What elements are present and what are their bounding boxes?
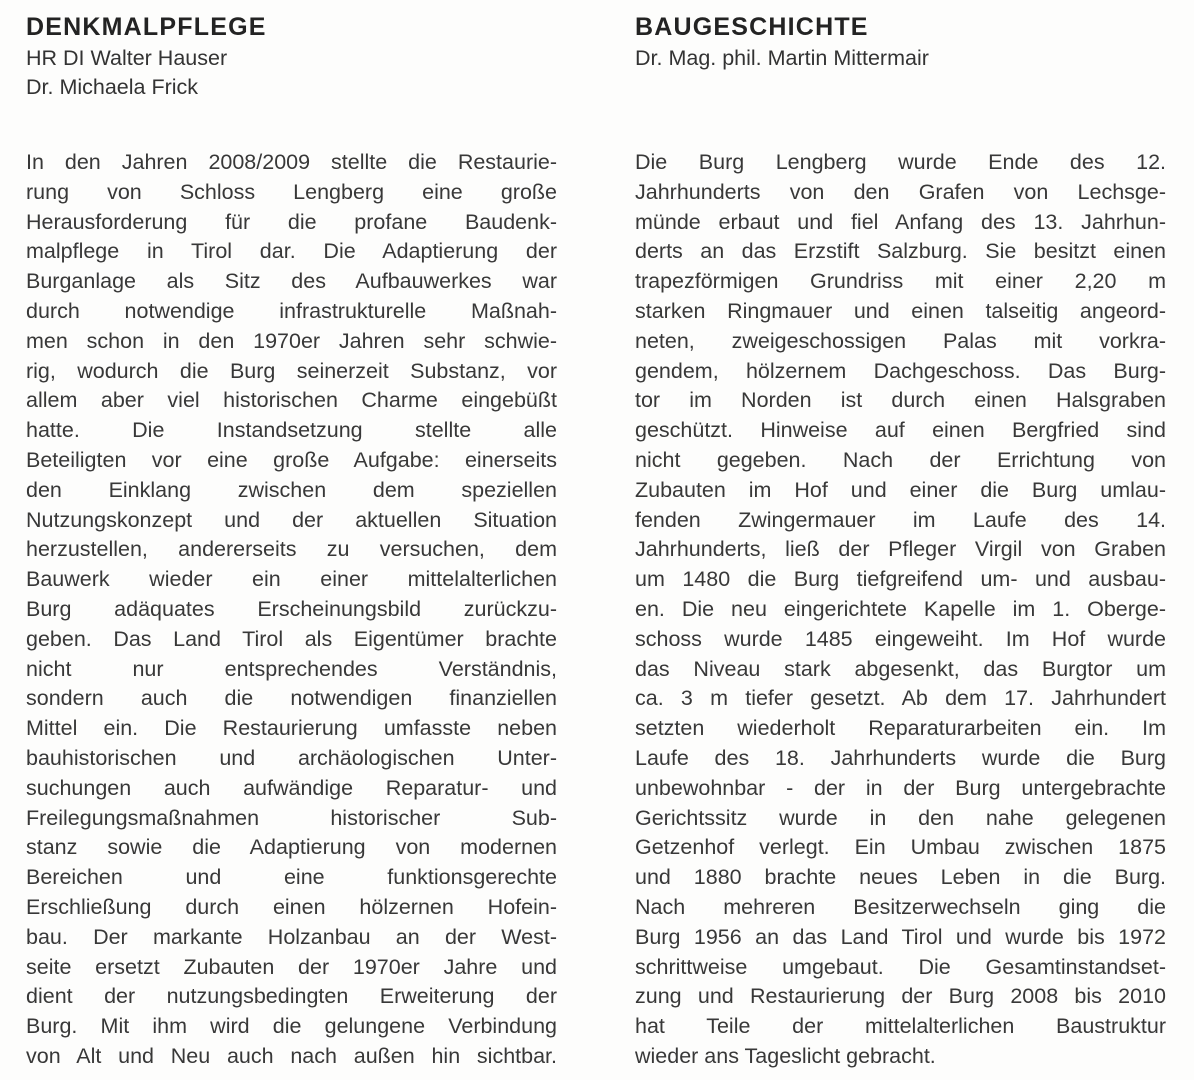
body-text <box>635 148 1166 1080</box>
author-line: Dr. Mag. phil. Martin Mittermair <box>635 46 929 70</box>
body-line: suchungen auch aufwändige Reparatur- und <box>26 775 557 800</box>
body-line: wieder ans Tageslicht gebracht. <box>635 1043 936 1068</box>
body-line: men schon in den 1970er Jahren sehr schwie- <box>26 328 557 353</box>
body-line: Getzenhof verlegt. Ein Umbau zwischen 1875 <box>635 835 1166 860</box>
body-line: setzten wiederholt Reparaturarbeiten ein. Im <box>635 716 1166 741</box>
body-line: geschützt. Hinweise auf einen Bergfried sind <box>635 418 1166 443</box>
article-column-denkmalpflege <box>26 12 557 1080</box>
body-line: Gerichtssitz wurde in den nahe gelegenen <box>635 805 1166 830</box>
body-line: Mittel ein. Die Restaurierung umfasste neben <box>26 716 557 741</box>
body-line: münde erbaut und fiel Anfang des 13. Jahrhun- <box>635 209 1166 234</box>
body-line: trapezförmigen Grundriss mit einer 2,20 m <box>635 269 1166 294</box>
body-line: tor im Norden ist durch einen Halsgraben <box>635 388 1166 413</box>
body-line: das Niveau stark abgesenkt, das Burgtor um <box>635 656 1166 681</box>
body-line: von Alt und Neu auch nach außen hin sichtbar. <box>26 1043 557 1068</box>
body-line: Laufe des 18. Jahrhunderts wurde die Burg <box>635 745 1166 770</box>
body-line: hat Teile der mittelalterlichen Baustruktur <box>635 1014 1166 1039</box>
body-line: nicht gegeben. Nach der Errichtung von <box>635 447 1166 472</box>
body-line: allem aber viel historischen Charme eingebüßt <box>26 388 557 413</box>
body-line: Burg adäquates Erscheinungsbild zurückzu- <box>26 596 557 621</box>
body-line: en. Die neu eingerichtete Kapelle im 1. Oberge- <box>635 596 1166 621</box>
column-header <box>635 12 1166 148</box>
body-line: den Einklang zwischen dem speziellen <box>26 477 557 502</box>
body-line: Burg 1956 an das Land Tirol und wurde bis 1972 <box>635 924 1166 949</box>
body-line: nicht nur entsprechendes Verständnis, <box>26 656 557 681</box>
body-line: rung von Schloss Lengberg eine große <box>26 179 557 204</box>
body-line: Beteiligten vor eine große Aufgabe: einerseits <box>26 447 557 472</box>
body-line: durch notwendige infrastrukturelle Maßnah- <box>26 298 557 323</box>
body-text <box>26 148 557 1080</box>
body-line: Jahrhunderts, ließ der Pfleger Virgil von Graben <box>635 537 1166 562</box>
body-line: Die Burg Lengberg wurde Ende des 12. <box>635 150 1166 174</box>
body-line: bau. Der markante Holzanbau an der West- <box>26 924 557 949</box>
body-line: Jahrhunderts von den Grafen von Lechsge- <box>635 179 1166 204</box>
author-block <box>26 44 557 102</box>
body-line: Bauwerk wieder ein einer mittelalterlichen <box>26 567 557 592</box>
body-line: Herausforderung für die profane Baudenk- <box>26 209 557 234</box>
body-line: schoss wurde 1485 eingeweiht. Im Hof wurde <box>635 626 1166 651</box>
body-line: derts an das Erzstift Salzburg. Sie besitzt einen <box>635 239 1166 264</box>
body-line: Burg. Mit ihm wird die gelungene Verbindung <box>26 1014 557 1039</box>
body-line: malpflege in Tirol dar. Die Adaptierung der <box>26 239 557 264</box>
body-line: stanz sowie die Adaptierung von modernen <box>26 835 557 860</box>
body-line: Nutzungskonzept und der aktuellen Situation <box>26 507 557 532</box>
body-line: dient der nutzungsbedingten Erweiterung der <box>26 984 557 1009</box>
body-line: seite ersetzt Zubauten der 1970er Jahre und <box>26 954 557 979</box>
body-line: herzustellen, andererseits zu versuchen, dem <box>26 537 557 562</box>
body-line: In den Jahren 2008/2009 stellte die Restaurie- <box>26 150 557 174</box>
author-block <box>635 44 1166 73</box>
author-line: HR DI Walter Hauser <box>26 46 228 70</box>
body-line: ca. 3 m tiefer gesetzt. Ab dem 17. Jahrhundert <box>635 686 1166 711</box>
body-line: zung und Restaurierung der Burg 2008 bis 2010 <box>635 984 1166 1009</box>
body-line: um 1480 die Burg tiefgreifend um- und ausbau- <box>635 567 1166 592</box>
body-line: bauhistorischen und archäologischen Unter- <box>26 745 557 770</box>
body-line: unbewohnbar - der in der Burg untergebrachte <box>635 775 1166 800</box>
body-line: hatte. Die Instandsetzung stellte alle <box>26 418 557 443</box>
article-column-baugeschichte <box>635 12 1166 1080</box>
body-line: schrittweise umgebaut. Die Gesamtinstandset- <box>635 954 1166 979</box>
body-line: Bereichen und eine funktionsgerechte <box>26 865 557 890</box>
section-heading: DENKMALPFLEGE <box>26 13 267 41</box>
body-line: Zubauten im Hof und einer die Burg umlau- <box>635 477 1166 502</box>
section-heading: BAUGESCHICHTE <box>635 13 869 41</box>
body-line: sondern auch die notwendigen finanziellen <box>26 686 557 711</box>
body-line: starken Ringmauer und einen talseitig angeord- <box>635 298 1166 323</box>
body-line: Erschließung durch einen hölzernen Hofein- <box>26 894 557 919</box>
body-line: Nach mehreren Besitzerwechseln ging die <box>635 894 1166 919</box>
body-line: neten, zweigeschossigen Palas mit vorkra- <box>635 328 1166 353</box>
column-header <box>26 12 557 148</box>
body-line: Burganlage als Sitz des Aufbauwerkes war <box>26 269 557 294</box>
body-line: und 1880 brachte neues Leben in die Burg. <box>635 865 1166 890</box>
body-line: Freilegungsmaßnahmen historischer Sub- <box>26 805 557 830</box>
body-line: rig, wodurch die Burg seinerzeit Substanz, vor <box>26 358 557 383</box>
body-line: fenden Zwingermauer im Laufe des 14. <box>635 507 1166 532</box>
body-line: geben. Das Land Tirol als Eigentümer brachte <box>26 626 557 651</box>
body-line: gendem, hölzernem Dachgeschoss. Das Burg- <box>635 358 1166 383</box>
author-line: Dr. Michaela Frick <box>26 75 199 99</box>
